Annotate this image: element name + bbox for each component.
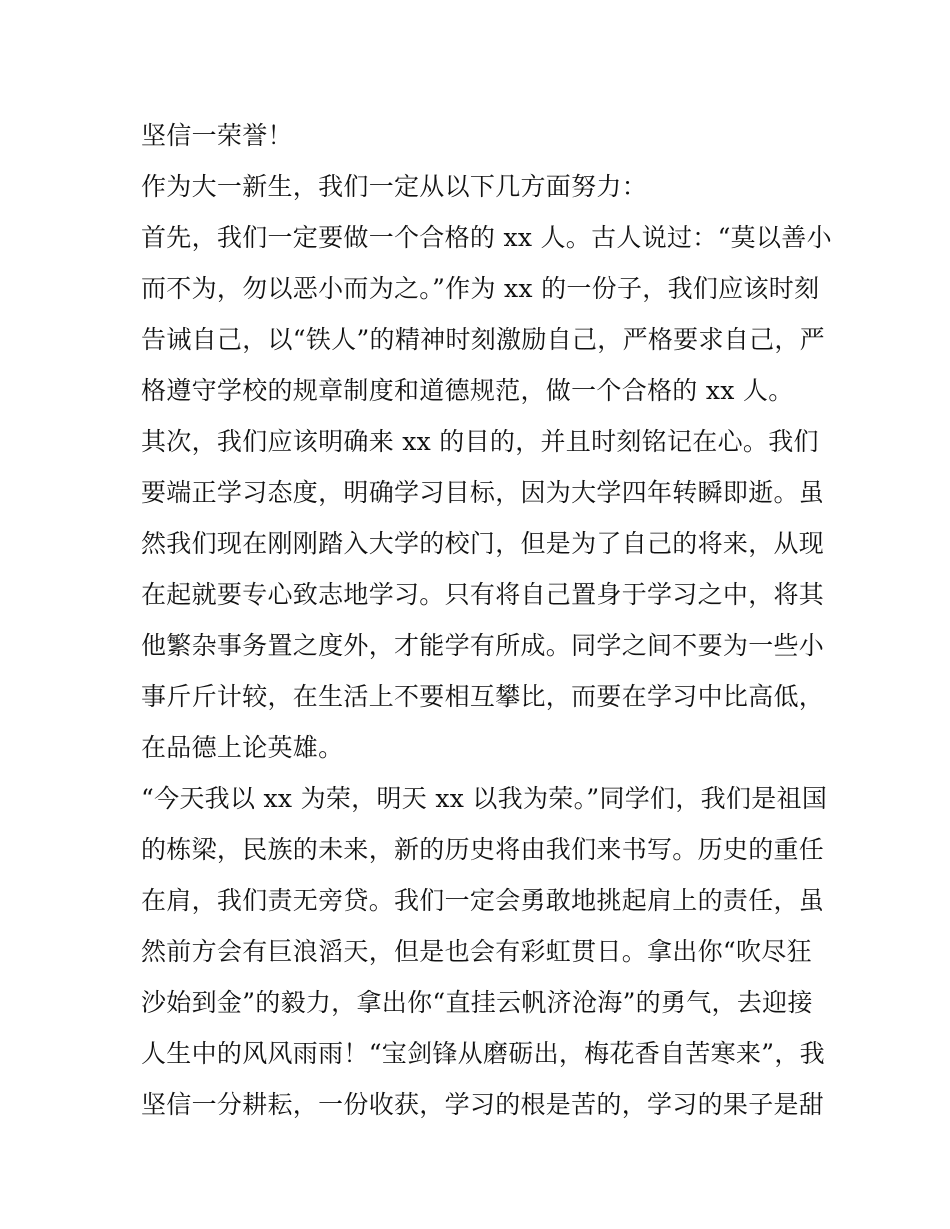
text-line: 坚信一分耕耘，一份收获，学习的根是苦的，学习的果子是甜 bbox=[141, 1090, 825, 1119]
text-line: 沙始到金”的毅力，拿出你“直挂云帆济沧海”的勇气，去迎接 bbox=[141, 988, 813, 1017]
text-line: 然前方会有巨浪滔天，但是也会有彩虹贯日。拿出你“吹尽狂 bbox=[141, 937, 812, 966]
text-line: 在肩，我们责无旁贷。我们一定会勇敢地挑起肩上的责任，虽 bbox=[141, 886, 825, 915]
document-body bbox=[141, 110, 832, 1130]
text-line: 人生中的风风雨雨！“宝剑锋从磨砺出，梅花香自苦寒来”，我 bbox=[141, 1039, 825, 1068]
text-line: 格遵守学校的规章制度和道德规范，做一个合格的 xx 人。 bbox=[141, 376, 794, 405]
text-line: 在品德上论英雄。 bbox=[141, 733, 344, 762]
text-line: 坚信一荣誉！ bbox=[141, 121, 293, 150]
text-line: “今天我以 xx 为荣，明天 xx 以我为荣。”同学们，我们是祖国 bbox=[141, 784, 828, 813]
text-line: 事斤斤计较，在生活上不要相互攀比，而要在学习中比高低， bbox=[141, 682, 825, 711]
text-line: 作为大一新生，我们一定从以下几方面努力： bbox=[141, 172, 648, 201]
text-line: 在起就要专心致志地学习。只有将自己置身于学习之中，将其 bbox=[141, 580, 825, 609]
text-line: 的栋梁，民族的未来，新的历史将由我们来书写。历史的重任 bbox=[141, 835, 825, 864]
text-line: 首先，我们一定要做一个合格的 xx 人。古人说过：“莫以善小 bbox=[141, 223, 832, 252]
text-line: 而不为，勿以恶小而为之。”作为 xx 的一份子，我们应该时刻 bbox=[141, 274, 820, 303]
text-line: 然我们现在刚刚踏入大学的校门，但是为了自己的将来，从现 bbox=[141, 529, 825, 558]
text-line: 要端正学习态度，明确学习目标，因为大学四年转瞬即逝。虽 bbox=[141, 478, 825, 507]
text-line: 告诫自己，以“铁人”的精神时刻激励自己，严格要求自己，严 bbox=[141, 325, 825, 354]
text-line: 他繁杂事务置之度外，才能学有所成。同学之间不要为一些小 bbox=[141, 631, 825, 660]
text-line: 其次，我们应该明确来 xx 的目的，并且时刻铭记在心。我们 bbox=[141, 427, 819, 456]
